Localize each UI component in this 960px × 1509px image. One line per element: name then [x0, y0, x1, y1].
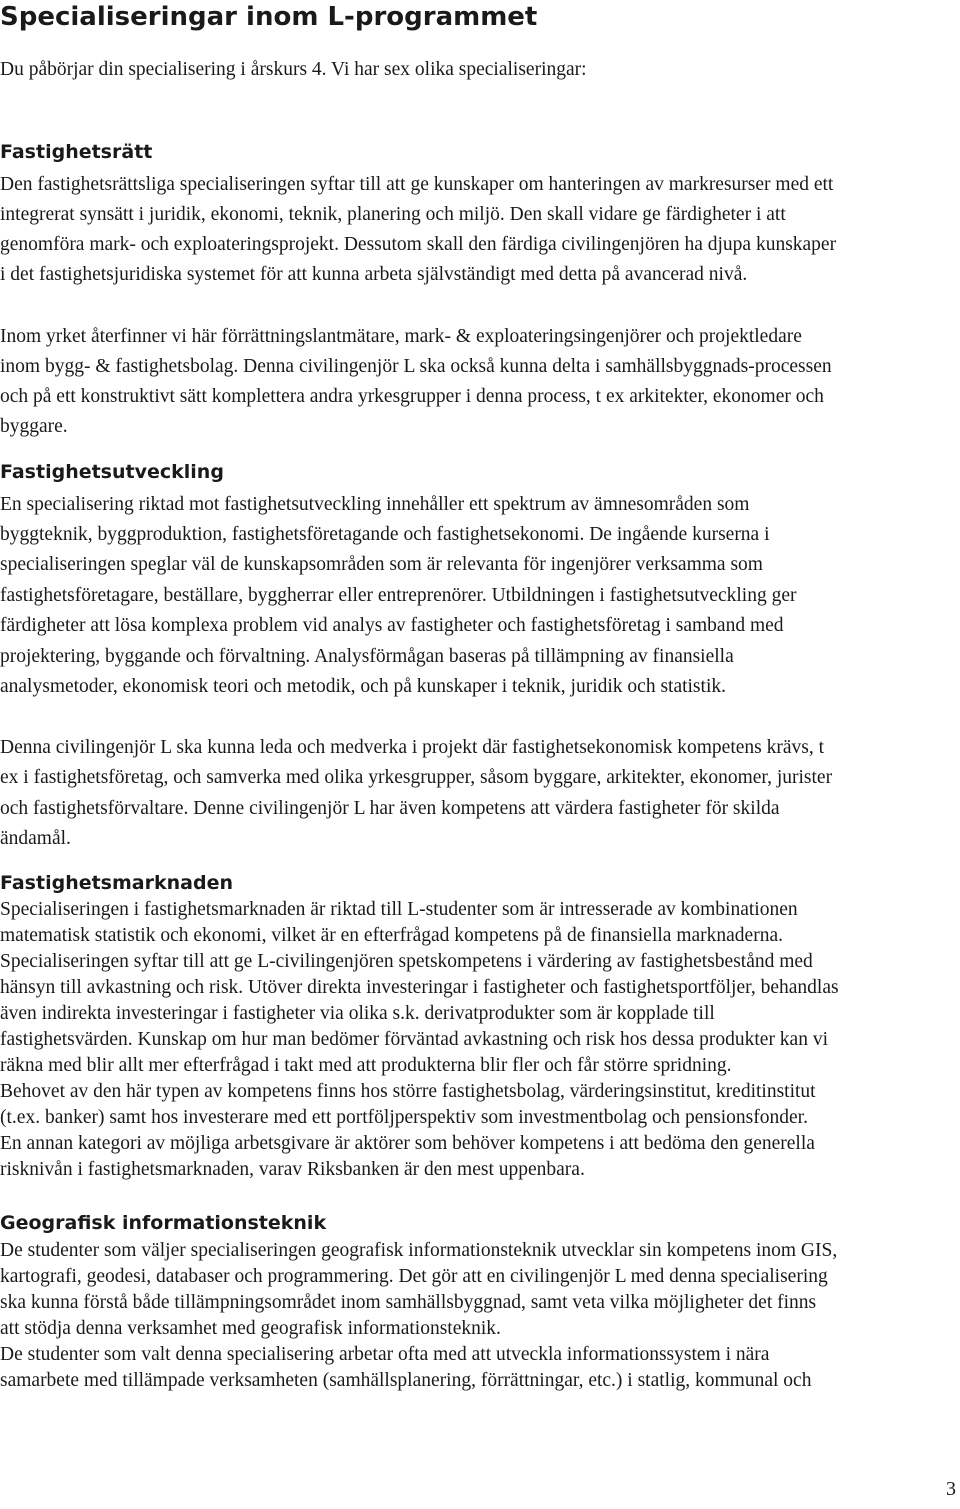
text-line: Specialiseringen syftar till att ge L-civilingenjören spetskompetens i värdering av fastighetsbestånd med	[0, 951, 813, 972]
text-line: Inom yrket återfinner vi här förrättningslantmätare, mark- & exploateringsingenjörer och projektledare	[0, 326, 802, 347]
text-line: risknivån i fastighetsmarknaden, varav Riksbanken är den mest uppenbara.	[0, 1159, 585, 1180]
page-title: Specialiseringar inom L-programmet	[0, 2, 538, 32]
text-line: projektering, byggande och förvaltning. Analysförmågan baseras på tillämpning av finansiella	[0, 646, 734, 667]
section-heading-geografisk-informationsteknik: Geografisk informationsteknik	[0, 1212, 327, 1234]
text-line: De studenter som väljer specialiseringen geografisk informationsteknik utvecklar sin kompetens inom GIS,	[0, 1240, 838, 1261]
text-line: matematisk statistik och ekonomi, vilket är en efterfrågad kompetens på de finansiella marknaderna.	[0, 925, 783, 946]
text-line: ex i fastighetsföretag, och samverka med olika yrkesgrupper, såsom byggare, arkitekter, ekonomer, jurister	[0, 767, 833, 788]
page-number: 3	[946, 1478, 956, 1500]
text-line: analysmetoder, ekonomisk teori och metodik, och på kunskaper i teknik, juridik och statistik.	[0, 676, 726, 697]
text-line: byggare.	[0, 416, 68, 437]
text-line: (t.ex. banker) samt hos investerare med ett portföljperspektiv som investmentbolag och pensionsfonder.	[0, 1107, 808, 1128]
text-line: även indirekta investeringar i fastigheter via olika s.k. derivatprodukter som är kopplade till	[0, 1003, 715, 1024]
text-line: hänsyn till avkastning och risk. Utöver direkta investeringar i fastigheter och fastighetsportföljer, behandlas	[0, 977, 839, 998]
text-line: samarbete med tillämpade verksamheten (samhällsplanering, förrättningar, etc.) i statlig, kommunal och	[0, 1370, 812, 1391]
text-line: ändamål.	[0, 828, 71, 849]
intro-text: Du påbörjar din specialisering i årskurs 4. Vi har sex olika specialiseringar:	[0, 59, 587, 80]
text-line: genomföra mark- och exploateringsprojekt. Dessutom skall den färdiga civilingenjören ha djupa kunskaper	[0, 234, 837, 255]
text-line: kartografi, geodesi, databaser och programmering. Det gör att en civilingenjör L med denna specialisering	[0, 1266, 828, 1287]
text-line: fastighetsvärden. Kunskap om hur man bedömer förväntad avkastning och risk hos dessa produkter kan vi	[0, 1029, 829, 1050]
text-line: Denna civilingenjör L ska kunna leda och medverka i projekt där fastighetsekonomisk kompetens krävs, t	[0, 737, 825, 758]
text-line: De studenter som valt denna specialisering arbetar ofta med att utveckla informationssystem i nära	[0, 1344, 770, 1365]
section-heading-fastighetsmarknaden: Fastighetsmarknaden	[0, 872, 233, 894]
section-heading-fastighetsratt: Fastighetsrätt	[0, 141, 153, 163]
text-line: och på ett konstruktivt sätt komplettera andra yrkesgrupper i denna process, t ex arkitekter, ekonomer och	[0, 386, 824, 407]
text-line: En annan kategori av möjliga arbetsgivare är aktörer som behöver kompetens i att bedöma den generella	[0, 1133, 815, 1154]
text-line: specialiseringen speglar väl de kunskapsområden som är relevanta för ingenjörer verksamma som	[0, 554, 763, 575]
text-line: i det fastighetsjuridiska systemet för att kunna arbeta självständigt med detta på avancerad nivå.	[0, 264, 748, 285]
section-heading-fastighetsutveckling: Fastighetsutveckling	[0, 461, 224, 483]
text-line: byggteknik, byggproduktion, fastighetsföretagande och fastighetsekonomi. De ingående kurserna i	[0, 524, 770, 545]
text-line: En specialisering riktad mot fastighetsutveckling innehåller ett spektrum av ämnesområden som	[0, 494, 750, 515]
text-line: integrerat synsätt i juridik, ekonomi, teknik, planering och miljö. Den skall vidare ge färdigheter i att	[0, 204, 786, 225]
text-line: räkna med blir allt mer efterfrågad i takt med att produkterna blir fler och får större spridning.	[0, 1055, 732, 1076]
text-line: färdigheter att lösa komplexa problem vid analys av fastigheter och fastighetsföretag i samband med	[0, 615, 784, 636]
text-line: och fastighetsförvaltare. Denne civilingenjör L har även kompetens att värdera fastigheter för skilda	[0, 798, 780, 819]
text-line: inom bygg- & fastighetsbolag. Denna civilingenjör L ska också kunna delta i samhällsbyggnads-processen	[0, 356, 832, 377]
text-line: Den fastighetsrättsliga specialiseringen syftar till att ge kunskaper om hanteringen av markresurser med ett	[0, 174, 834, 195]
text-line: att stödja denna verksamhet med geografisk informationsteknik.	[0, 1318, 501, 1339]
text-line: Behovet av den här typen av kompetens finns hos större fastighetsbolag, värderingsinstitut, kreditinstitut	[0, 1081, 816, 1102]
text-line: Specialiseringen i fastighetsmarknaden är riktad till L-studenter som är intresserade av kombinationen	[0, 899, 798, 920]
text-line: fastighetsföretagare, beställare, byggherrar eller entreprenörer. Utbildningen i fastighetsutveckling ger	[0, 585, 797, 606]
text-line: ska kunna förstå både tillämpningsområdet inom samhällsbyggnad, samt veta vilka möjligheter det finns	[0, 1292, 817, 1313]
